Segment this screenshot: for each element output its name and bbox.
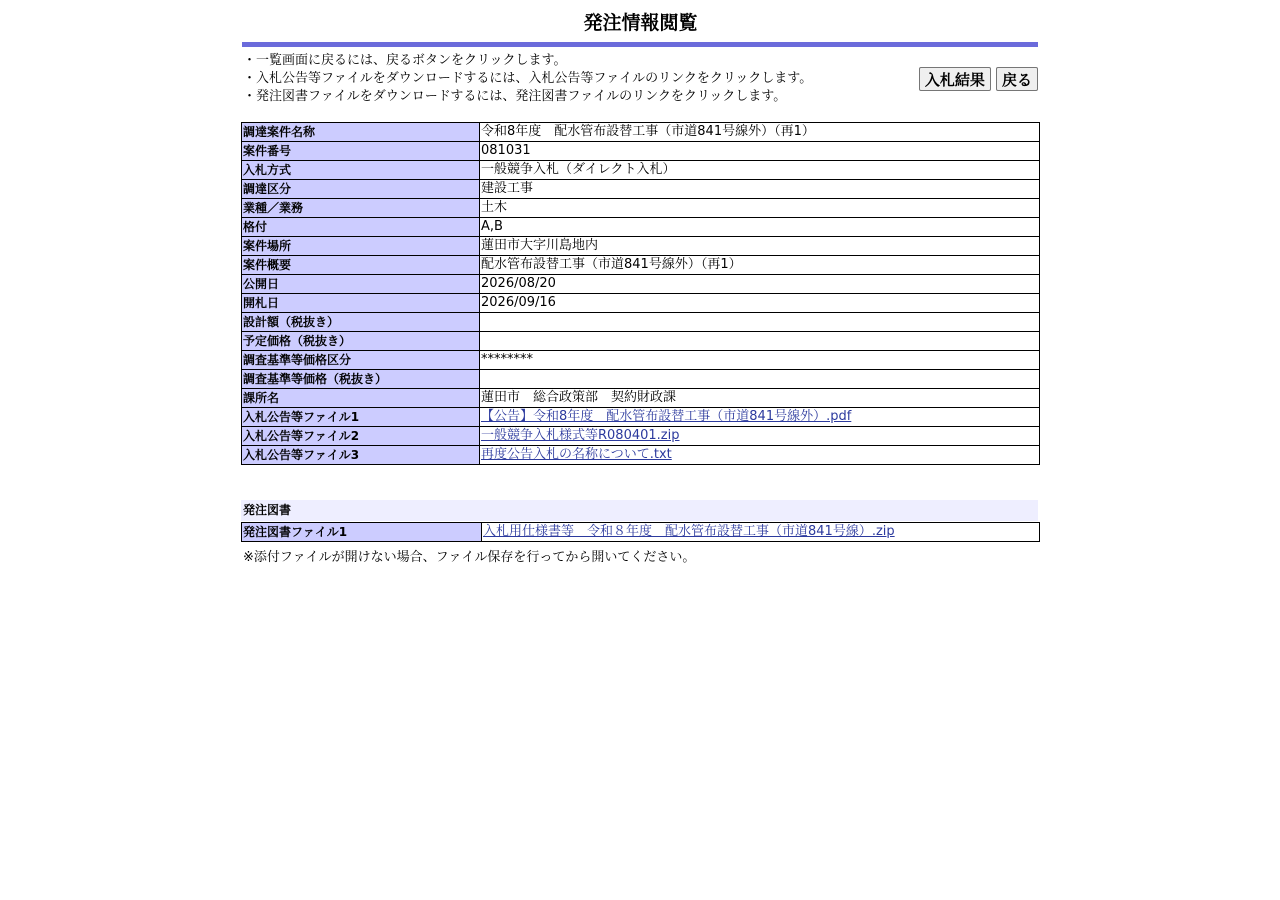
instruction-back: ・一覧画面に戻るには、戻るボタンをクリックします。 bbox=[243, 53, 567, 68]
detail-label: 案件概要 bbox=[242, 256, 480, 275]
detail-row bbox=[242, 199, 1040, 218]
detail-row bbox=[242, 161, 1040, 180]
drawings-table bbox=[241, 522, 1040, 542]
detail-label: 案件番号 bbox=[242, 142, 480, 161]
detail-label: 公開日 bbox=[242, 275, 480, 294]
notice-file-link[interactable]: 一般競争入札様式等R080401.zip bbox=[481, 428, 680, 443]
detail-label: 案件場所 bbox=[242, 237, 480, 256]
detail-row bbox=[242, 237, 1040, 256]
detail-label: 業種／業務 bbox=[242, 199, 480, 218]
detail-row bbox=[242, 313, 1040, 332]
detail-value: 2026/08/20 bbox=[480, 275, 1040, 294]
detail-row bbox=[242, 389, 1040, 408]
detail-row bbox=[242, 180, 1040, 199]
page-title: 発注情報閲覧 bbox=[583, 12, 698, 34]
instruction-notice-files: ・入札公告等ファイルをダウンロードするには、入札公告等ファイルのリンクをクリックします。 bbox=[243, 71, 813, 86]
detail-value: 蓮田市大字川島地内 bbox=[480, 237, 1040, 256]
instructions bbox=[241, 47, 1040, 122]
notice-file-cell bbox=[480, 408, 1040, 427]
notice-file-row bbox=[242, 446, 1040, 465]
back-button[interactable]: 戻る bbox=[996, 67, 1038, 91]
detail-row bbox=[242, 351, 1040, 370]
notice-file-row bbox=[242, 427, 1040, 446]
detail-label: 設計額（税抜き） bbox=[242, 313, 480, 332]
detail-row bbox=[242, 275, 1040, 294]
detail-value: A,B bbox=[480, 218, 1040, 237]
drawing-file-link[interactable]: 入札用仕様書等 令和８年度 配水管布設替工事（市道841号線）.zip bbox=[483, 524, 895, 539]
detail-value: 一般競争入札（ダイレクト入札） bbox=[480, 161, 1040, 180]
drawing-file-cell bbox=[482, 523, 1040, 542]
notice-file-link[interactable]: 再度公告入札の名称について.txt bbox=[481, 447, 672, 462]
notice-file-cell bbox=[480, 446, 1040, 465]
action-buttons bbox=[918, 67, 1038, 91]
detail-value: 令和8年度 配水管布設替工事（市道841号線外）（再1） bbox=[480, 123, 1040, 142]
detail-label: 調査基準等価格区分 bbox=[242, 351, 480, 370]
notice-file-link[interactable]: 【公告】令和8年度 配水管布設替工事（市道841号線外）.pdf bbox=[481, 409, 852, 424]
page-container bbox=[241, 0, 1040, 565]
detail-value: 2026/09/16 bbox=[480, 294, 1040, 313]
detail-label: 調達案件名称 bbox=[242, 123, 480, 142]
attachment-note: ※添付ファイルが開けない場合、ファイル保存を行ってから開いてください。 bbox=[243, 550, 696, 565]
detail-value: 土木 bbox=[480, 199, 1040, 218]
detail-label: 調査基準等価格（税抜き） bbox=[242, 370, 480, 389]
detail-row bbox=[242, 123, 1040, 142]
detail-label: 格付 bbox=[242, 218, 480, 237]
drawing-file-row bbox=[242, 523, 1040, 542]
detail-row bbox=[242, 332, 1040, 351]
notice-file-label: 入札公告等ファイル3 bbox=[242, 446, 480, 465]
detail-value bbox=[480, 313, 1040, 332]
notice-file-row bbox=[242, 408, 1040, 427]
detail-row bbox=[242, 218, 1040, 237]
detail-value: 建設工事 bbox=[480, 180, 1040, 199]
detail-value bbox=[480, 370, 1040, 389]
notice-file-cell bbox=[480, 427, 1040, 446]
drawing-file-label: 発注図書ファイル1 bbox=[242, 523, 482, 542]
detail-value: 081031 bbox=[480, 142, 1040, 161]
detail-label: 課所名 bbox=[242, 389, 480, 408]
drawings-section-title: 発注図書 bbox=[241, 500, 1038, 521]
detail-label: 開札日 bbox=[242, 294, 480, 313]
bid-result-button[interactable]: 入札結果 bbox=[919, 67, 991, 91]
details-table bbox=[241, 122, 1040, 465]
detail-value: 配水管布設替工事（市道841号線外）（再1） bbox=[480, 256, 1040, 275]
instruction-drawing-files: ・発注図書ファイルをダウンロードするには、発注図書ファイルのリンクをクリックします。 bbox=[243, 89, 787, 104]
detail-value: ******** bbox=[480, 351, 1040, 370]
detail-row bbox=[242, 142, 1040, 161]
detail-value bbox=[480, 332, 1040, 351]
detail-label: 調達区分 bbox=[242, 180, 480, 199]
detail-row bbox=[242, 256, 1040, 275]
detail-row bbox=[242, 370, 1040, 389]
detail-value: 蓮田市 総合政策部 契約財政課 bbox=[480, 389, 1040, 408]
detail-label: 入札方式 bbox=[242, 161, 480, 180]
detail-label: 予定価格（税抜き） bbox=[242, 332, 480, 351]
notice-file-label: 入札公告等ファイル2 bbox=[242, 427, 480, 446]
notice-file-label: 入札公告等ファイル1 bbox=[242, 408, 480, 427]
detail-row bbox=[242, 294, 1040, 313]
